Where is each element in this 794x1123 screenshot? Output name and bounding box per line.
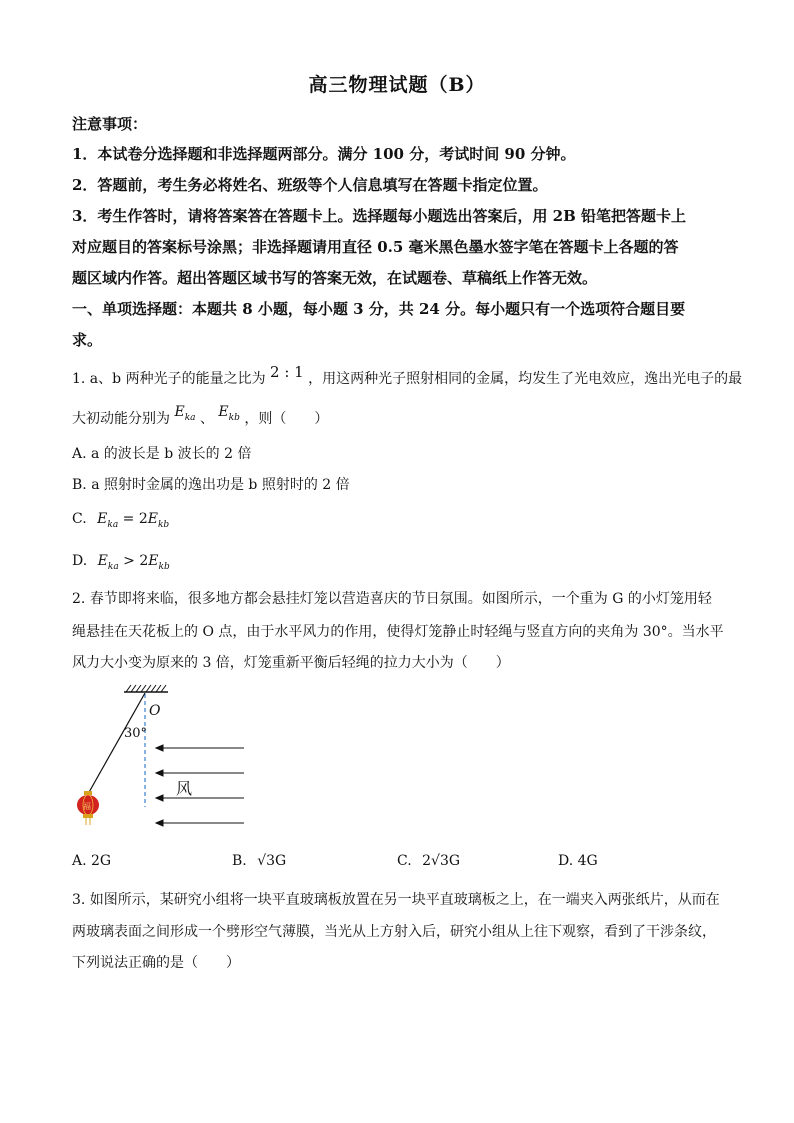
lantern-icon xyxy=(77,791,99,825)
q1-stem-line2 xyxy=(72,404,329,430)
q1-option-d-e1: E xyxy=(97,553,108,569)
q2-option-b-value: √3G xyxy=(257,853,287,869)
q2-option-d: D. 4G xyxy=(558,853,598,869)
section-heading-cont: 求。 xyxy=(72,331,103,349)
lantern-character: 福 xyxy=(83,802,91,811)
q1-option-c-label: C. xyxy=(72,511,87,527)
ceiling-hatch xyxy=(126,685,166,692)
notice-item-3: 3．考生作答时，请将答案答在答题卡上。选择题每小题选出答案后，用 2B 铅笔把答题卡上 xyxy=(72,207,687,225)
point-o-label: O xyxy=(149,703,161,719)
q1-stem-d: ，则（ ） xyxy=(244,411,329,427)
wind-arrows xyxy=(156,745,244,826)
q1-eka-symbol: E xyxy=(174,404,185,420)
q3-stem-line2: 两玻璃表面之间形成一个劈形空气薄膜，当光从上方射入后，研究小组从上往下观察，看到了干涉条纹， xyxy=(72,924,716,940)
angle-label: 30° xyxy=(124,726,148,741)
q2-stem-line1: 2. 春节即将来临，很多地方都会悬挂灯笼以营造喜庆的节日氛围。如图所示，一个重为 G 的小灯笼用轻 xyxy=(72,591,712,607)
q1-option-a: A. a 的波长是 b 波长的 2 倍 xyxy=(72,446,252,462)
notice-item-3-cont-1: 对应题目的答案标号涂黑；非选择题请用直径 0.5 毫米黑色墨水签字笔在答题卡上各题的答 xyxy=(72,238,679,256)
q2-option-c xyxy=(397,853,460,869)
wind-label: 风 xyxy=(176,779,193,798)
q1-ratio: 2 : 1 xyxy=(270,363,304,381)
q2-option-c-value: 2√3G xyxy=(422,853,461,869)
notice-heading: 注意事项： xyxy=(72,115,148,133)
q1-stem-c: 大初动能分别为 xyxy=(72,411,170,427)
notice-item-3-cont-2: 题区域内作答。超出答题区域书写的答案无效，在试题卷、草稿纸上作答无效。 xyxy=(72,269,598,287)
page-title: 高三物理试题（B） xyxy=(308,74,486,96)
q2-figure xyxy=(70,682,260,832)
q2-option-b xyxy=(232,853,286,869)
q1-option-c-e1-sub: ka xyxy=(107,520,119,530)
q3-stem-line1: 3. 如图所示，某研究小组将一块平直玻璃板放置在另一块平直玻璃板之上，在一端夹入两张纸片，从而在 xyxy=(72,892,720,908)
q2-stem-line2: 绳悬挂在天花板上的 O 点，由于水平风力的作用，使得灯笼静止时轻绳与竖直方向的夹角为 30°。当水平 xyxy=(72,624,724,640)
q1-ekb-symbol: E xyxy=(218,404,229,420)
rope xyxy=(88,693,148,794)
q2-option-a: A. 2G xyxy=(72,853,112,869)
q1-ekb-subscript: kb xyxy=(228,413,240,423)
notice-item-2: 2．答题前，考生务必将姓名、班级等个人信息填写在答题卡指定位置。 xyxy=(72,176,548,194)
section-heading: 一、单项选择题：本题共 8 小题，每小题 3 分，共 24 分。每小题只有一个选项符合题目要 xyxy=(72,300,686,318)
q1-option-d-e2: E xyxy=(148,553,159,569)
q1-stem-line1 xyxy=(72,363,743,388)
q1-option-c-e2-sub: kb xyxy=(157,520,170,530)
q1-separator: 、 xyxy=(199,411,214,427)
q1-stem-a: 1. a、b 两种光子的能量之比为 xyxy=(72,371,266,387)
q1-option-c-relation: = 2 xyxy=(122,511,148,527)
q1-option-c-e1: E xyxy=(97,511,108,527)
q1-option-c-e2: E xyxy=(147,511,158,527)
q1-option-d-relation: > 2 xyxy=(123,553,149,569)
q2-stem-line3: 风力大小变为原来的 3 倍，灯笼重新平衡后轻绳的拉力大小为（ ） xyxy=(72,655,510,671)
q1-stem-b: ，用这两种光子照射相同的金属，均发生了光电效应，逸出光电子的最 xyxy=(308,371,743,387)
q2-option-b-label: B. xyxy=(232,853,247,869)
q3-stem-line3: 下列说法正确的是（ ） xyxy=(72,955,240,971)
notice-item-1: 1．本试卷分选择题和非选择题两部分。满分 100 分，考试时间 90 分钟。 xyxy=(72,145,576,163)
q1-option-b: B. a 照射时金属的逸出功是 b 照射时的 2 倍 xyxy=(72,477,350,493)
q1-option-d xyxy=(72,553,170,572)
q1-option-d-e2-sub: kb xyxy=(158,562,170,572)
q1-eka-subscript: ka xyxy=(184,413,196,423)
q1-option-d-e1-sub: ka xyxy=(107,562,119,572)
q2-option-c-label: C. xyxy=(397,853,412,869)
q1-option-c xyxy=(72,511,169,530)
q1-option-d-label: D. xyxy=(72,553,88,569)
